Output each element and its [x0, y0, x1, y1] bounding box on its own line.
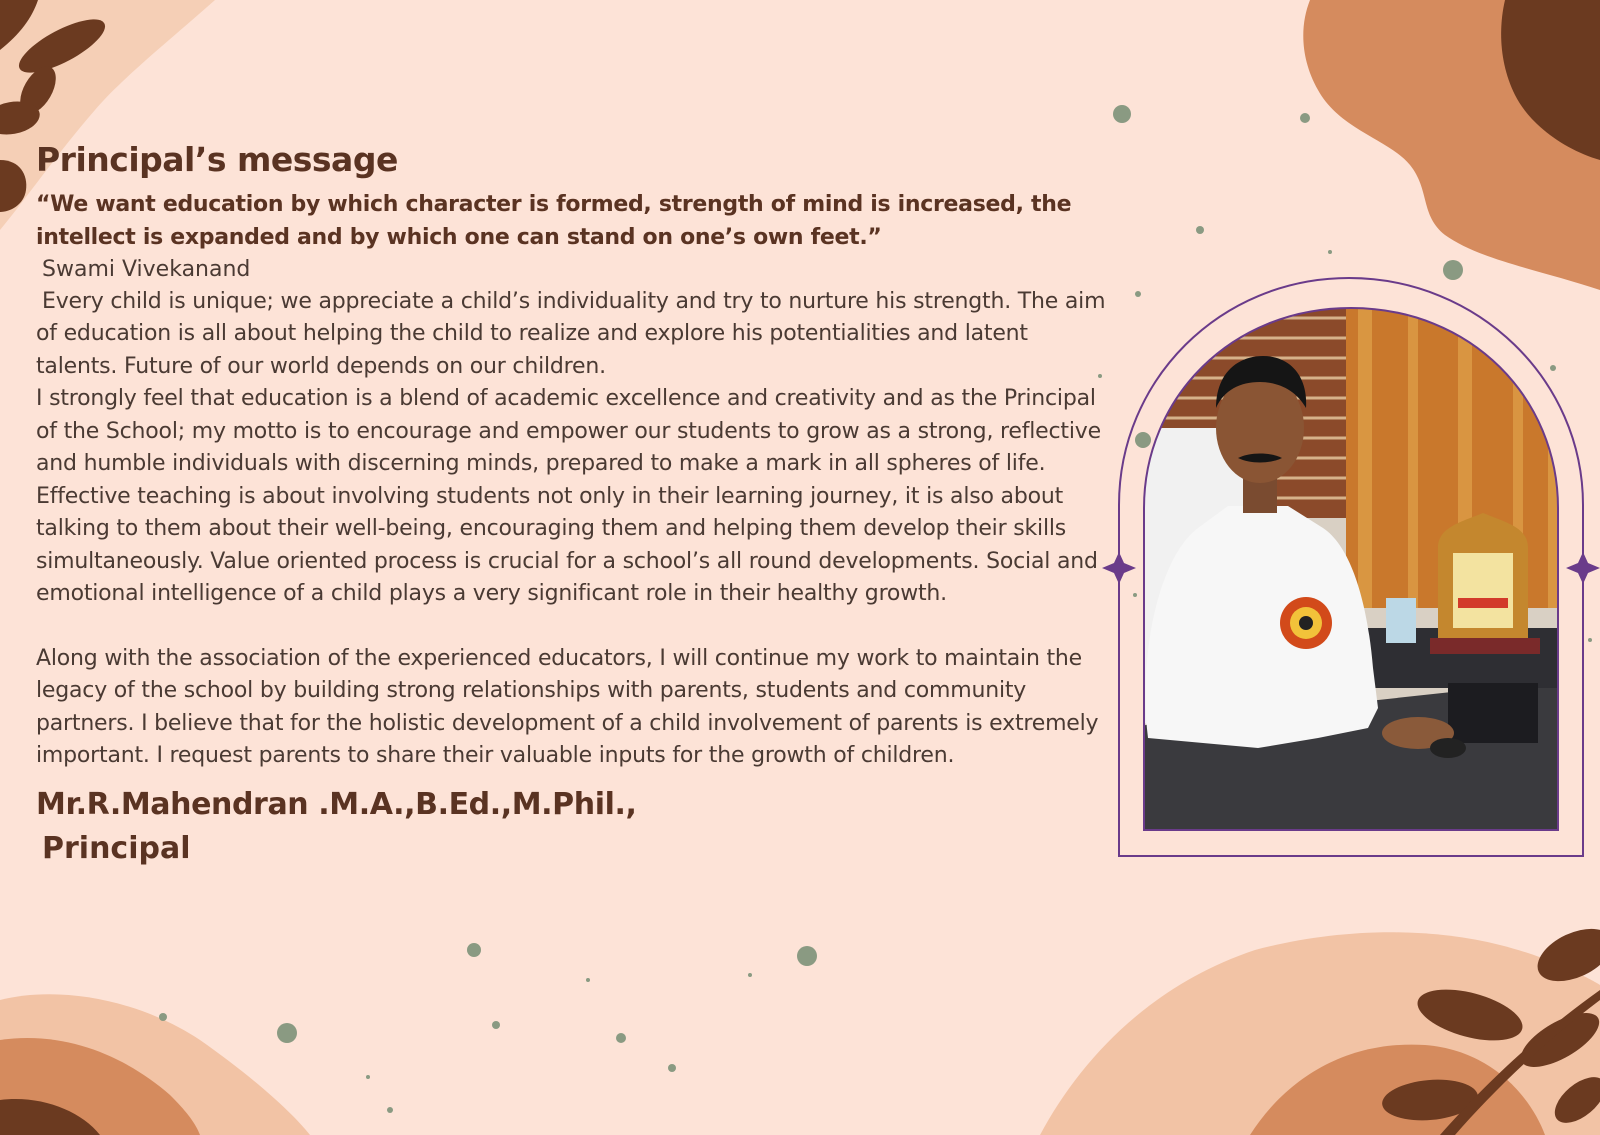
- message-column: [36, 140, 1106, 871]
- page-title: Principal’s message: [36, 140, 398, 179]
- quote-author: Swami Vivekanand: [42, 256, 251, 282]
- quote-text: “We want education by which character is formed, strength of mind is increased, the intellect is expanded and by which one can stand on one’s own feet.”: [36, 191, 1072, 250]
- principal-photo: [1118, 278, 1582, 856]
- message-paragraph: Every child is unique; we appreciate a child’s individuality and try to nurture his strength. The aim of education is all about helping the child to realize and explore his potentialities and latent talents. Future of our world depends on our children.: [36, 288, 1106, 379]
- signature-role: Principal: [42, 830, 191, 866]
- message-paragraph: Along with the association of the experienced educators, I will continue my work to maintain the legacy of the school by building strong relationships with parents, students and community partners. I believe that for the holistic development of a child involvement of parents is extremely important. I request parents to share their valuable inputs for the growth of children.: [36, 645, 1099, 769]
- message-paragraph: I strongly feel that education is a blend of academic excellence and creativity and as the Principal of the School; my motto is to encourage and empower our students to grow as a strong, reflective and humble individuals with discerning minds, prepared to make a mark in all spheres of life. Effective teaching is about involving students not only in their learning journey, it is also about talking to them about their well-being, encouraging them and helping them develop their skills simultaneously. Value oriented process is crucial for a school’s all round developments. Social and emotional intelligence of a child plays a very significant role in their healthy growth.: [36, 386, 1101, 607]
- signature-name: Mr.R.Mahendran .M.A.,B.Ed.,M.Phil.,: [36, 786, 637, 822]
